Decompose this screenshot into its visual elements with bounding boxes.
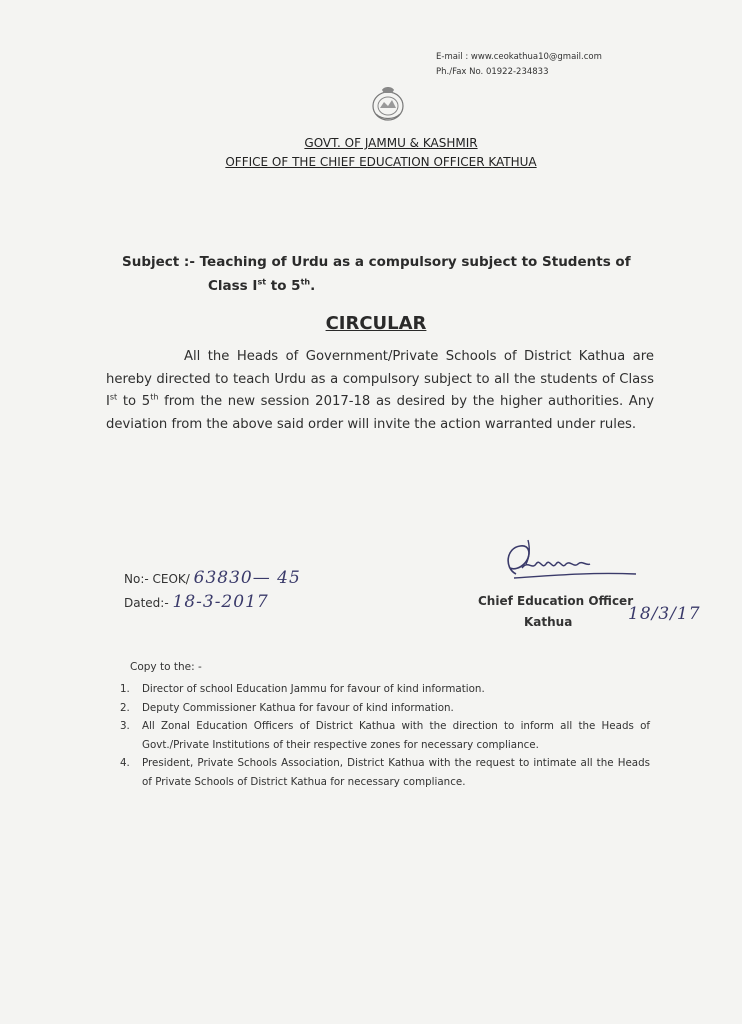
body-sup1: st (109, 392, 118, 402)
reference-date (124, 592, 269, 612)
subject-end: . (310, 278, 316, 294)
item-number: 2. (120, 701, 130, 714)
item-text: All Zonal Education Officers of District Kathua with the direction to inform all the Heads of Govt./Private Institutions of their respective zones for necessary compliance. (142, 720, 650, 751)
ref-date-value: 18-3-2017 (172, 592, 269, 612)
item-text: Director of school Education Jammu for favour of kind information. (142, 683, 485, 695)
list-item (120, 754, 650, 791)
body-sup2: th (150, 392, 159, 402)
phone-line: Ph./Fax No. 01922-234833 (436, 67, 549, 77)
signature-date: 18/3/17 (628, 604, 701, 624)
ref-date-label: Dated:- (124, 596, 169, 610)
ref-no-value: 63830— 45 (193, 568, 301, 588)
circular-body (106, 346, 654, 436)
copy-heading: Copy to the: - (130, 661, 202, 673)
header-govt: GOVT. OF JAMMU & KASHMIR (304, 136, 478, 150)
subject-prefix: Subject :- Teaching of Urdu as a compulsory subject to Students of (122, 254, 631, 270)
subject-sup1: st (257, 277, 267, 287)
item-text: President, Private Schools Association, District Kathua with the request to intimate all the Heads of Private Schools of District Kathua for necessary compliance. (142, 757, 650, 788)
subject-line-2 (122, 274, 682, 298)
item-number: 4. (120, 757, 130, 769)
ref-no-label: No:- CEOK/ (124, 572, 190, 586)
list-item (120, 680, 650, 699)
signatory-title: Chief Education Officer (478, 594, 634, 608)
subject-sup2: th (300, 277, 311, 287)
subject-to: to 5 (266, 278, 301, 294)
signature-icon (486, 534, 646, 598)
item-text: Deputy Commissioner Kathua for favour of kind information. (142, 701, 454, 714)
signatory-place: Kathua (524, 615, 573, 629)
subject-line (122, 250, 682, 298)
list-item (120, 717, 650, 754)
email-line: E-mail : www.ceokathua10@gmail.com (436, 52, 602, 62)
item-number: 3. (120, 720, 130, 732)
body-part3: from the new session 2017-18 as desired by the higher authorities. Any deviation from the above said order will invite the action warranted under rules. (106, 394, 654, 432)
list-item (120, 699, 650, 718)
reference-number (124, 568, 301, 588)
circular-title: CIRCULAR (325, 313, 427, 334)
header-office: OFFICE OF THE CHIEF EDUCATION OFFICER KATHUA (225, 155, 537, 169)
body-part1: All the Heads of Government/Private Schools of District Kathua are hereby directed to teach Urdu as a compulsory subject to all the students of Class I (106, 349, 654, 409)
subject-class: Class I (208, 278, 258, 294)
state-emblem-icon (368, 84, 408, 124)
body-part2: to 5 (117, 394, 151, 409)
contact-info (436, 50, 602, 80)
copy-list (120, 680, 650, 791)
item-number: 1. (120, 683, 130, 695)
